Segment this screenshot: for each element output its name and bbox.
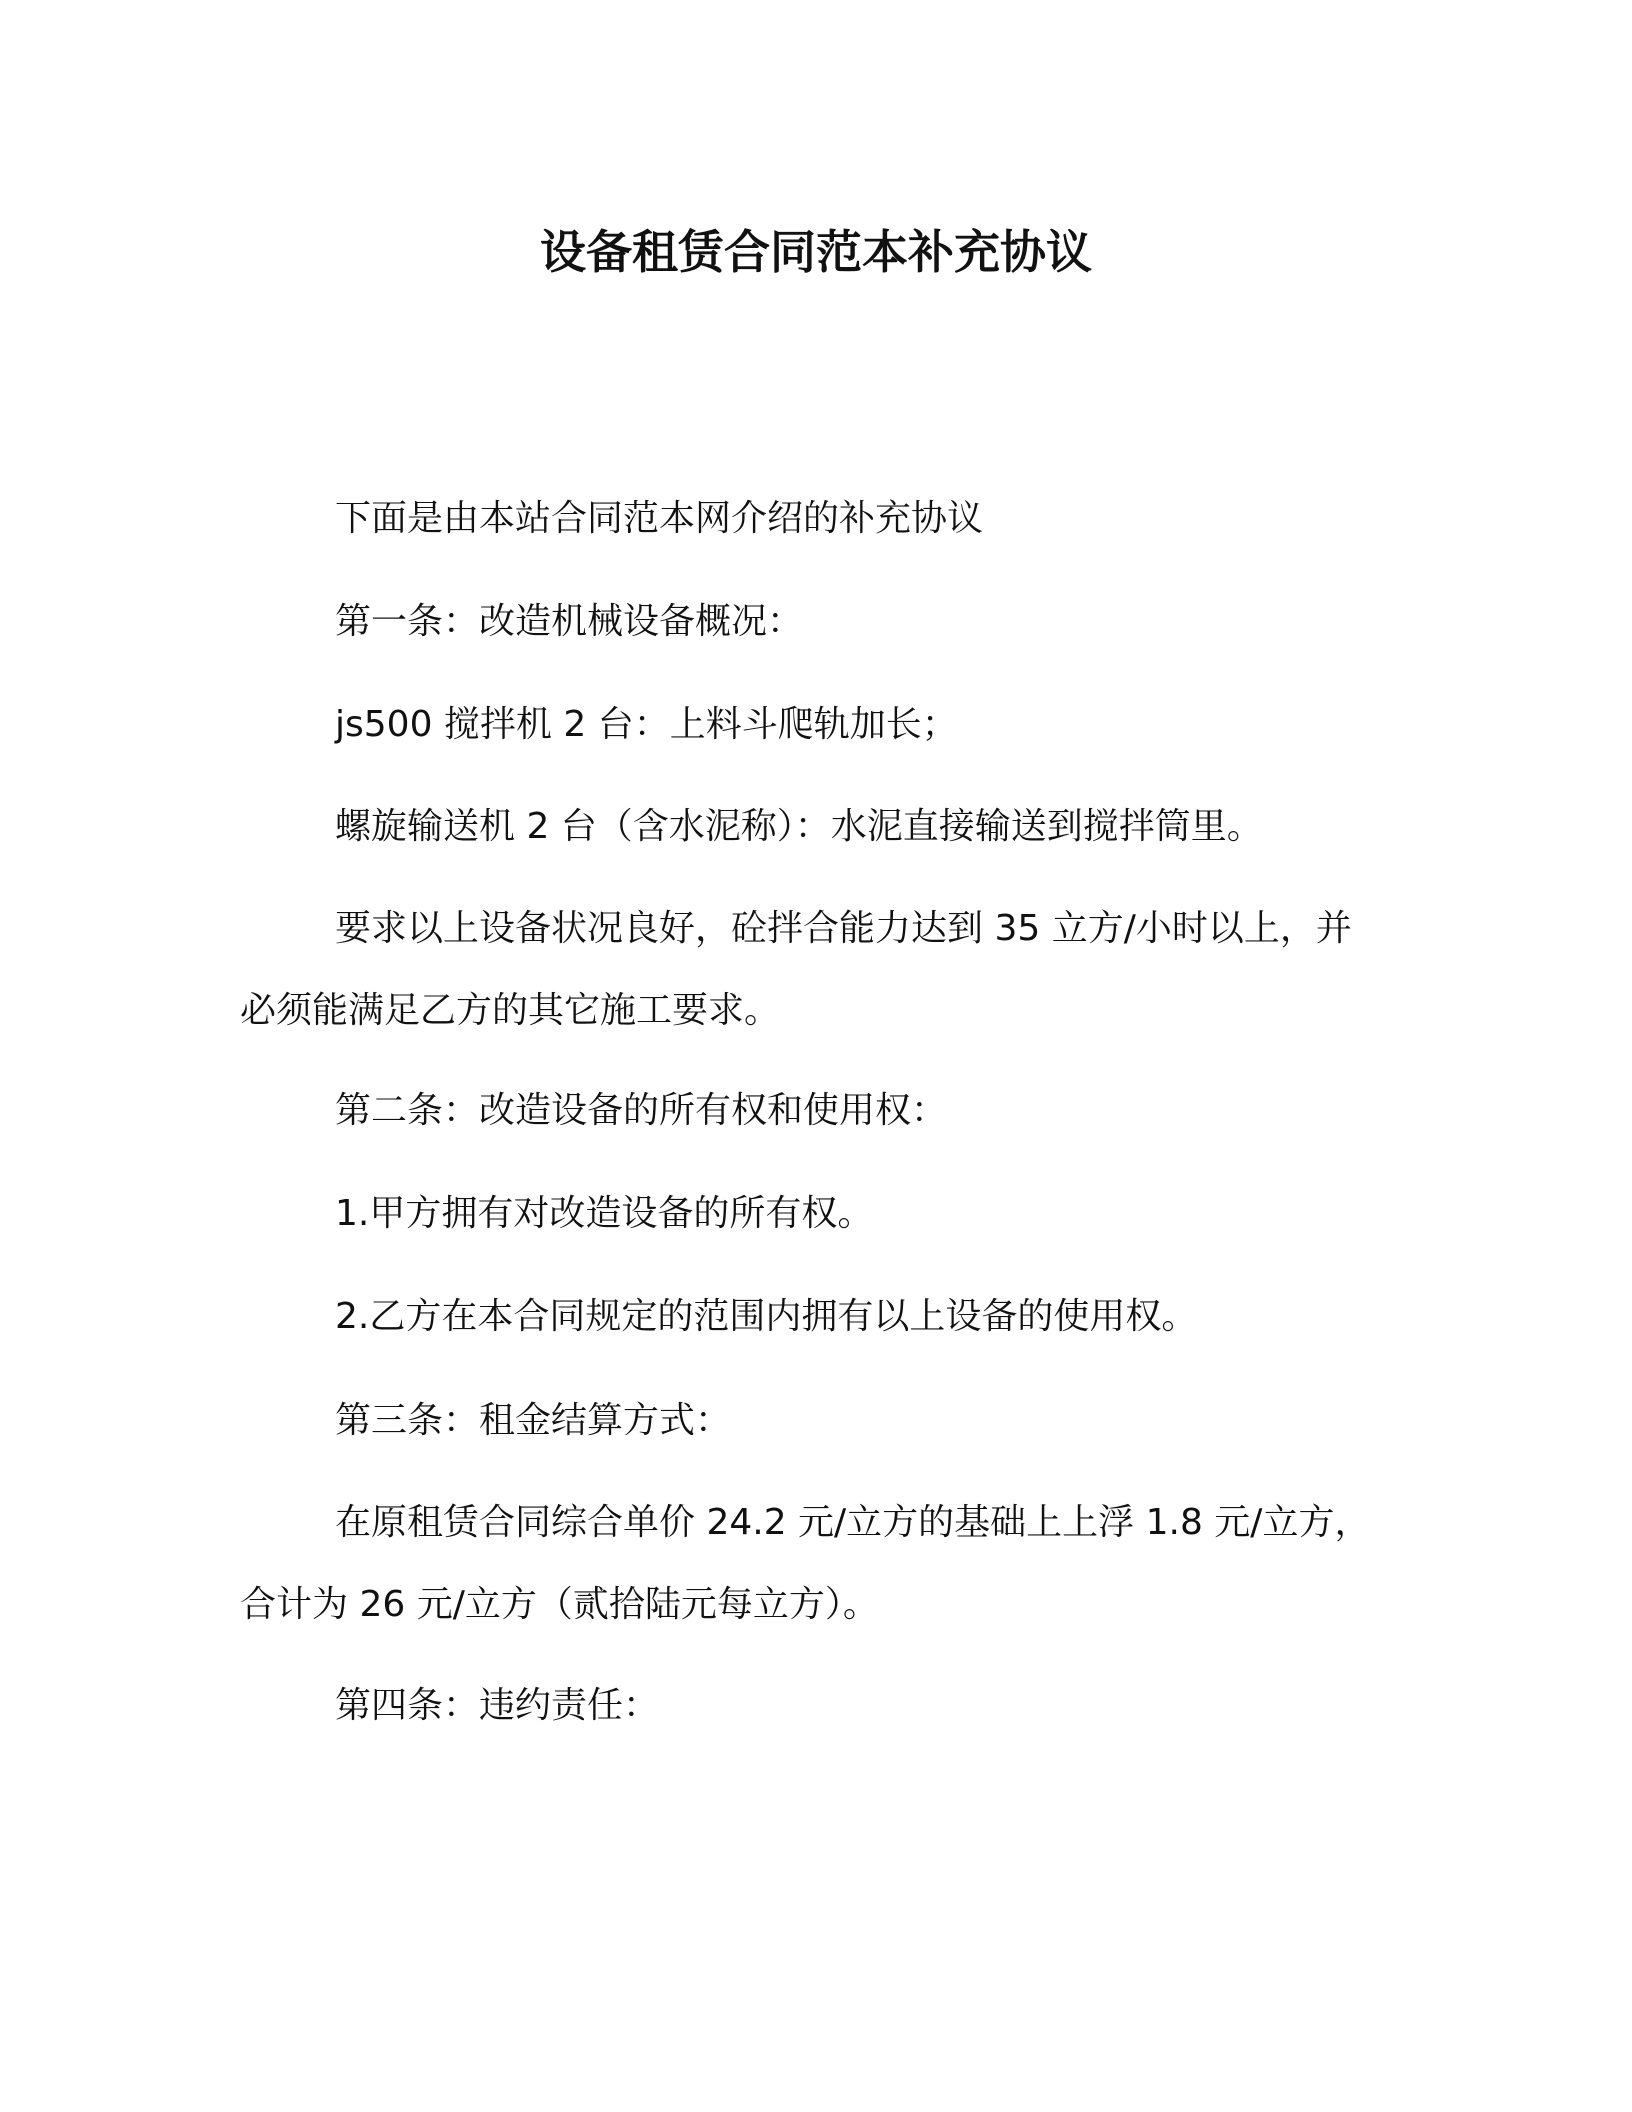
mixer-item: js500 搅拌机 2 台：上料斗爬轨加长； bbox=[335, 704, 958, 745]
article-2-item-2: 2.乙方在本合同规定的范围内拥有以上设备的使用权。 bbox=[335, 1296, 1198, 1337]
price-line-2: 合计为 26 元/立方（贰拾陆元每立方）。 bbox=[240, 1584, 879, 1625]
article-3-heading: 第三条：租金结算方式： bbox=[335, 1400, 732, 1441]
article-1-heading: 第一条：改造机械设备概况： bbox=[335, 601, 804, 642]
price-line-1: 在原租赁合同综合单价 24.2 元/立方的基础上上浮 1.8 元/立方， bbox=[335, 1502, 1371, 1543]
intro-paragraph: 下面是由本站合同范本网介绍的补充协议 bbox=[335, 498, 984, 539]
article-2-heading: 第二条：改造设备的所有权和使用权： bbox=[335, 1090, 948, 1131]
price-paragraph bbox=[240, 1482, 1380, 1646]
requirement-line-2: 必须能满足乙方的其它施工要求。 bbox=[240, 990, 781, 1031]
article-4-heading: 第四条：违约责任： bbox=[335, 1685, 660, 1726]
requirement-paragraph bbox=[240, 888, 1380, 1052]
document-title: 设备租赁合同范本补充协议 bbox=[540, 225, 1092, 279]
requirement-line-1: 要求以上设备状况良好，砼拌合能力达到 35 立方/小时以上，并 bbox=[335, 908, 1352, 949]
article-2-item-1: 1.甲方拥有对改造设备的所有权。 bbox=[335, 1193, 874, 1234]
conveyor-item: 螺旋输送机 2 台（含水泥称）：水泥直接输送到搅拌筒里。 bbox=[335, 806, 1263, 847]
